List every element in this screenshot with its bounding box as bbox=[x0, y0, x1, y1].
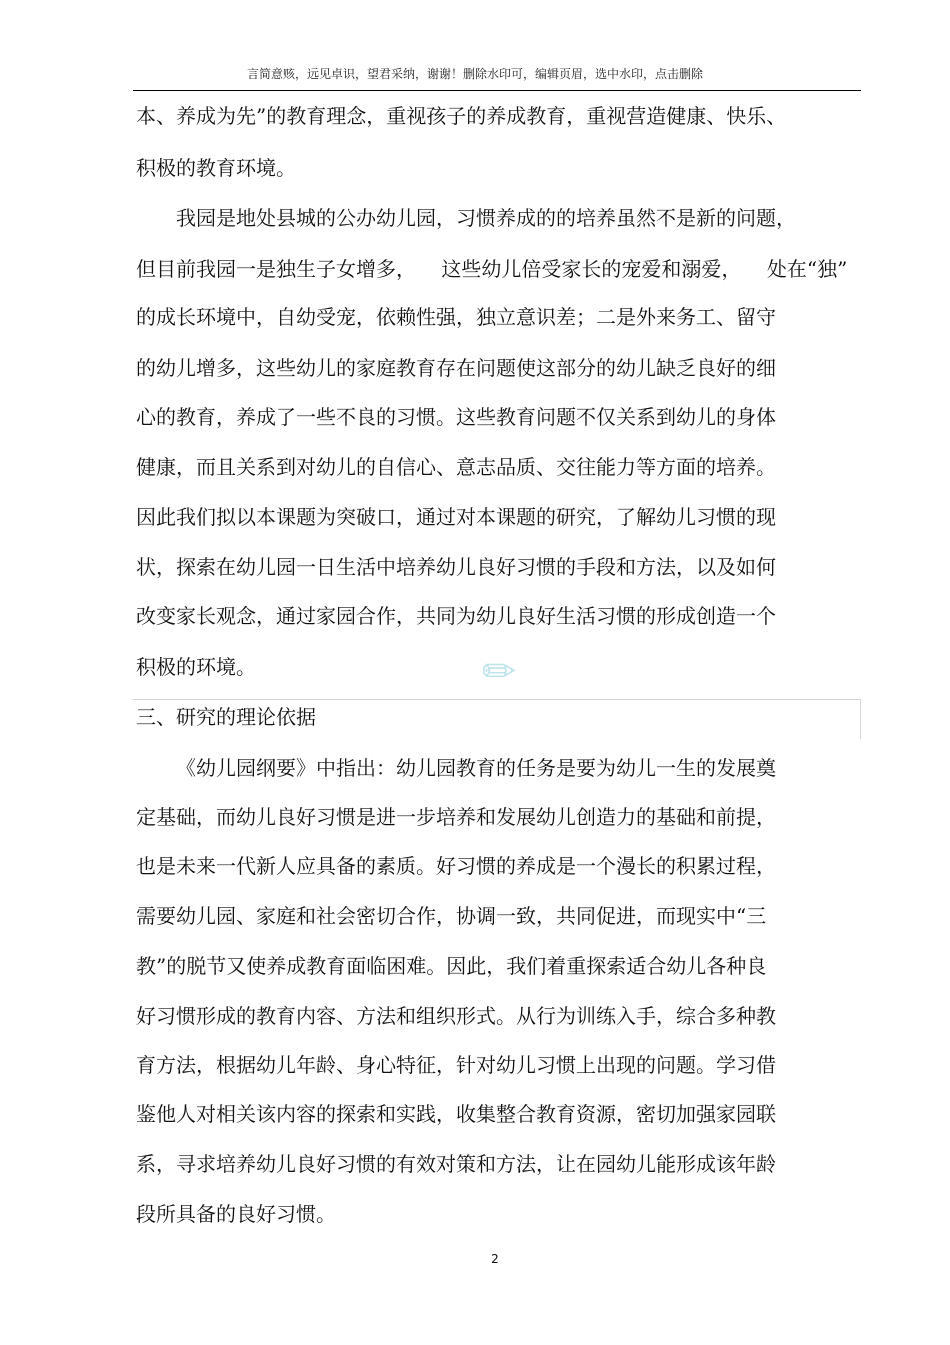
section-line: 育方法，根据幼儿年龄、身心特征，针对幼儿习惯上出现的问题。学习借 bbox=[136, 1053, 776, 1077]
header-divider bbox=[133, 90, 861, 91]
body-line: 积极的教育环境。 bbox=[136, 156, 296, 180]
section-line: 好习惯形成的教育内容、方法和组织形式。从行为训练入手，综合多种教 bbox=[136, 1004, 776, 1028]
section-heading: 三、研究的理论依据 bbox=[136, 705, 316, 729]
section-line: 定基础，而幼儿良好习惯是进一步培养和发展幼儿创造力的基础和前提， bbox=[136, 805, 776, 829]
body-line: 因此我们拟以本课题为突破口，通过对本课题的研究，了解幼儿习惯的现 bbox=[136, 505, 776, 529]
body-line: 积极的环境。 bbox=[136, 655, 256, 679]
body-line: 的成长环境中，自幼受宠，依赖性强，独立意识差；二是外来务工、留守 bbox=[136, 305, 776, 329]
section-line: 也是未来一代新人应具备的素质。好习惯的养成是一个漫长的积累过程， bbox=[136, 854, 776, 878]
body-line: 心的教育，养成了一些不良的习惯。这些教育问题不仅关系到幼儿的身体 bbox=[136, 405, 776, 429]
watermark-icon: ✎ bbox=[471, 643, 529, 701]
body-line: 但目前我园一是独生子女增多， 这些幼儿倍受家长的宠爱和溺爱， 处在“独” bbox=[136, 257, 848, 281]
body-line: 本、养成为先”的教育理念，重视孩子的养成教育，重视营造健康、快乐、 bbox=[136, 104, 787, 128]
section-line: 鉴他人对相关该内容的探索和实践，收集整合教育资源，密切加强家园联 bbox=[136, 1102, 776, 1126]
page-header-note: 言简意赅，远见卓识，望君采纳，谢谢！删除水印可，编辑页眉，选中水印，点击删除 bbox=[246, 67, 703, 81]
section-line: 教”的脱节又使养成教育面临困难。因此，我们着重探索适合幼儿各种良 bbox=[136, 954, 767, 978]
body-line: 状，探索在幼儿园一日生活中培养幼儿良好习惯的手段和方法，以及如何 bbox=[136, 555, 776, 579]
section-heading-box bbox=[133, 699, 861, 739]
section-line: 系，寻求培养幼儿良好习惯的有效对策和方法，让在园幼儿能形成该年龄 bbox=[136, 1152, 776, 1176]
section-line: 需要幼儿园、家庭和社会密切合作，协调一致，共同促进，而现实中“三 bbox=[136, 904, 767, 928]
body-line: 我园是地处县城的公办幼儿园，习惯养成的的培养虽然不是新的问题， bbox=[176, 206, 796, 230]
body-line: 改变家长观念，通过家园合作，共同为幼儿良好生活习惯的形成创造一个 bbox=[136, 604, 776, 628]
body-line: 的幼儿增多，这些幼儿的家庭教育存在问题使这部分的幼儿缺乏良好的细 bbox=[136, 356, 776, 380]
page-number: 2 bbox=[491, 1252, 499, 1266]
body-line: 健康，而且关系到对幼儿的自信心、意志品质、交往能力等方面的培养。 bbox=[136, 455, 776, 479]
section-line: 《幼儿园纲要》中指出：幼儿园教育的任务是要为幼儿一生的发展奠 bbox=[176, 756, 776, 780]
section-line: 段所具备的良好习惯。 bbox=[136, 1202, 336, 1226]
